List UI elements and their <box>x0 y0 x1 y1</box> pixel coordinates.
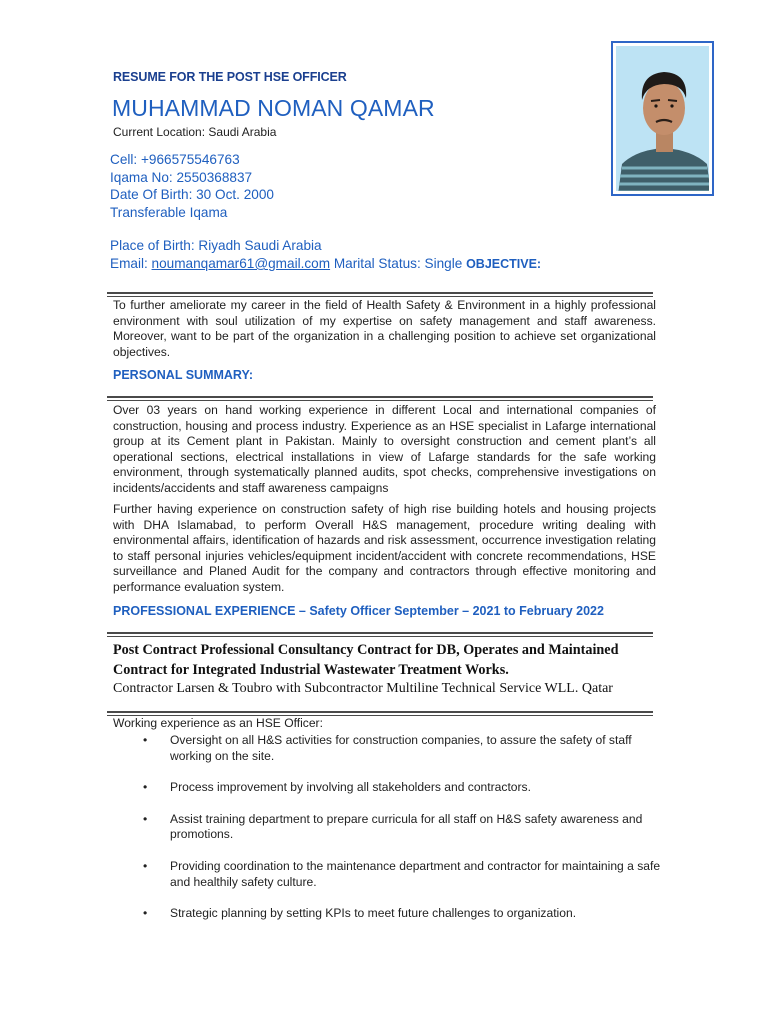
profile-photo <box>611 41 714 196</box>
objective-text: To further ameliorate my career in the field of Health Safety & Environment in a highly professional environment with soul utilization of my expertise on safety management and staff awareness. Moreover, want to be part of the organization in a challenging position to achieve set organizational objectives. <box>113 298 656 359</box>
contract-title: Post Contract Professional Consultancy Contract for DB, Operates and Maintained Contract for Integrated Industrial Wastewater Treatment Works. <box>113 642 619 678</box>
list-item <box>143 812 663 843</box>
experience-heading: PROFESSIONAL EXPERIENCE – Safety Officer September – 2021 to February 2022 <box>113 604 604 618</box>
bullet-icon: • <box>143 858 148 873</box>
summary-paragraph-2: Further having experience on construction safety of high rise building hotels and housing projects with DHA Islamabad, to perform Overall H&S management, procedure writing dealing with environmental affairs, identification of hazards and risk assessment, occurrence investigation relating to staff personal injuries vehicles/equipment incident/accident with concrete recommendations, HSE surveillance and Planed Audit for the company and contractors through effective monitoring and performance evaluation system. <box>113 502 656 594</box>
current-location: Current Location: Saudi Arabia <box>113 125 277 139</box>
contact-place-of-birth: Place of Birth: Riyadh Saudi Arabia <box>110 238 322 253</box>
list-item-text: Oversight on all H&S activities for construction companies, to assure the safety of staff working on the site. <box>170 733 632 763</box>
marital-status: Marital Status: Single <box>330 256 467 271</box>
list-item <box>143 733 663 764</box>
bullet-icon: • <box>143 780 148 795</box>
objective-heading: OBJECTIVE: <box>466 257 542 271</box>
list-item-text: Assist training department to prepare curricula for all staff on H&S safety awareness and promotions. <box>170 811 643 842</box>
list-item <box>143 906 663 922</box>
email-label: Email: <box>110 256 152 271</box>
personal-summary-heading: PERSONAL SUMMARY: <box>113 368 254 382</box>
resume-title: RESUME FOR THE POST HSE OFFICER <box>113 70 347 84</box>
portrait-image <box>616 46 709 191</box>
bullet-icon: • <box>143 733 148 747</box>
responsibility-list <box>143 733 663 922</box>
candidate-name: MUHAMMAD NOMAN QAMAR <box>112 95 435 121</box>
contractor-line: Contractor Larsen & Toubro with Subcontractor Multiline Technical Service WLL. Qatar <box>113 681 613 696</box>
list-item <box>143 780 663 796</box>
email-link[interactable]: noumanqamar61@gmail.com <box>151 256 331 271</box>
avatar <box>616 46 709 191</box>
list-item-text: Strategic planning by setting KPIs to meet future challenges to organization. <box>170 906 577 921</box>
contact-iqama: Iqama No: 2550368837 <box>110 170 253 185</box>
divider-objective <box>107 292 653 297</box>
summary-paragraph-1: Over 03 years on hand working experience in different Local and international companies of construction, housing and process industry. Experience as an HSE specialist in Lafarge international group at its Cement plant in Pakistan. Mainly to oversight construction and cement plant’s all operational sections, electrical installations in view of Lafarge standards for the safe working environment, through systematically planned audits, spot checks, comprehensive investigations on incidents/accidents and staff awareness campaigns <box>113 403 656 495</box>
contact-email-line <box>110 256 541 271</box>
bullet-icon: • <box>143 906 148 921</box>
divider-experience <box>107 632 653 637</box>
divider-summary <box>107 396 653 401</box>
bullet-icon: • <box>143 811 148 826</box>
list-item-text: Process improvement by involving all stakeholders and contractors. <box>170 780 531 795</box>
contact-dob: Date Of Birth: 30 Oct. 2000 <box>110 187 274 202</box>
contact-transferable: Transferable Iqama <box>110 205 228 220</box>
list-item-text: Providing coordination to the maintenance department and contractor for maintaining a safe and healthily safety culture. <box>170 858 661 889</box>
list-item <box>143 859 663 890</box>
work-intro: Working experience as an HSE Officer: <box>113 716 323 730</box>
contact-cell: Cell: +966575546763 <box>110 152 240 167</box>
